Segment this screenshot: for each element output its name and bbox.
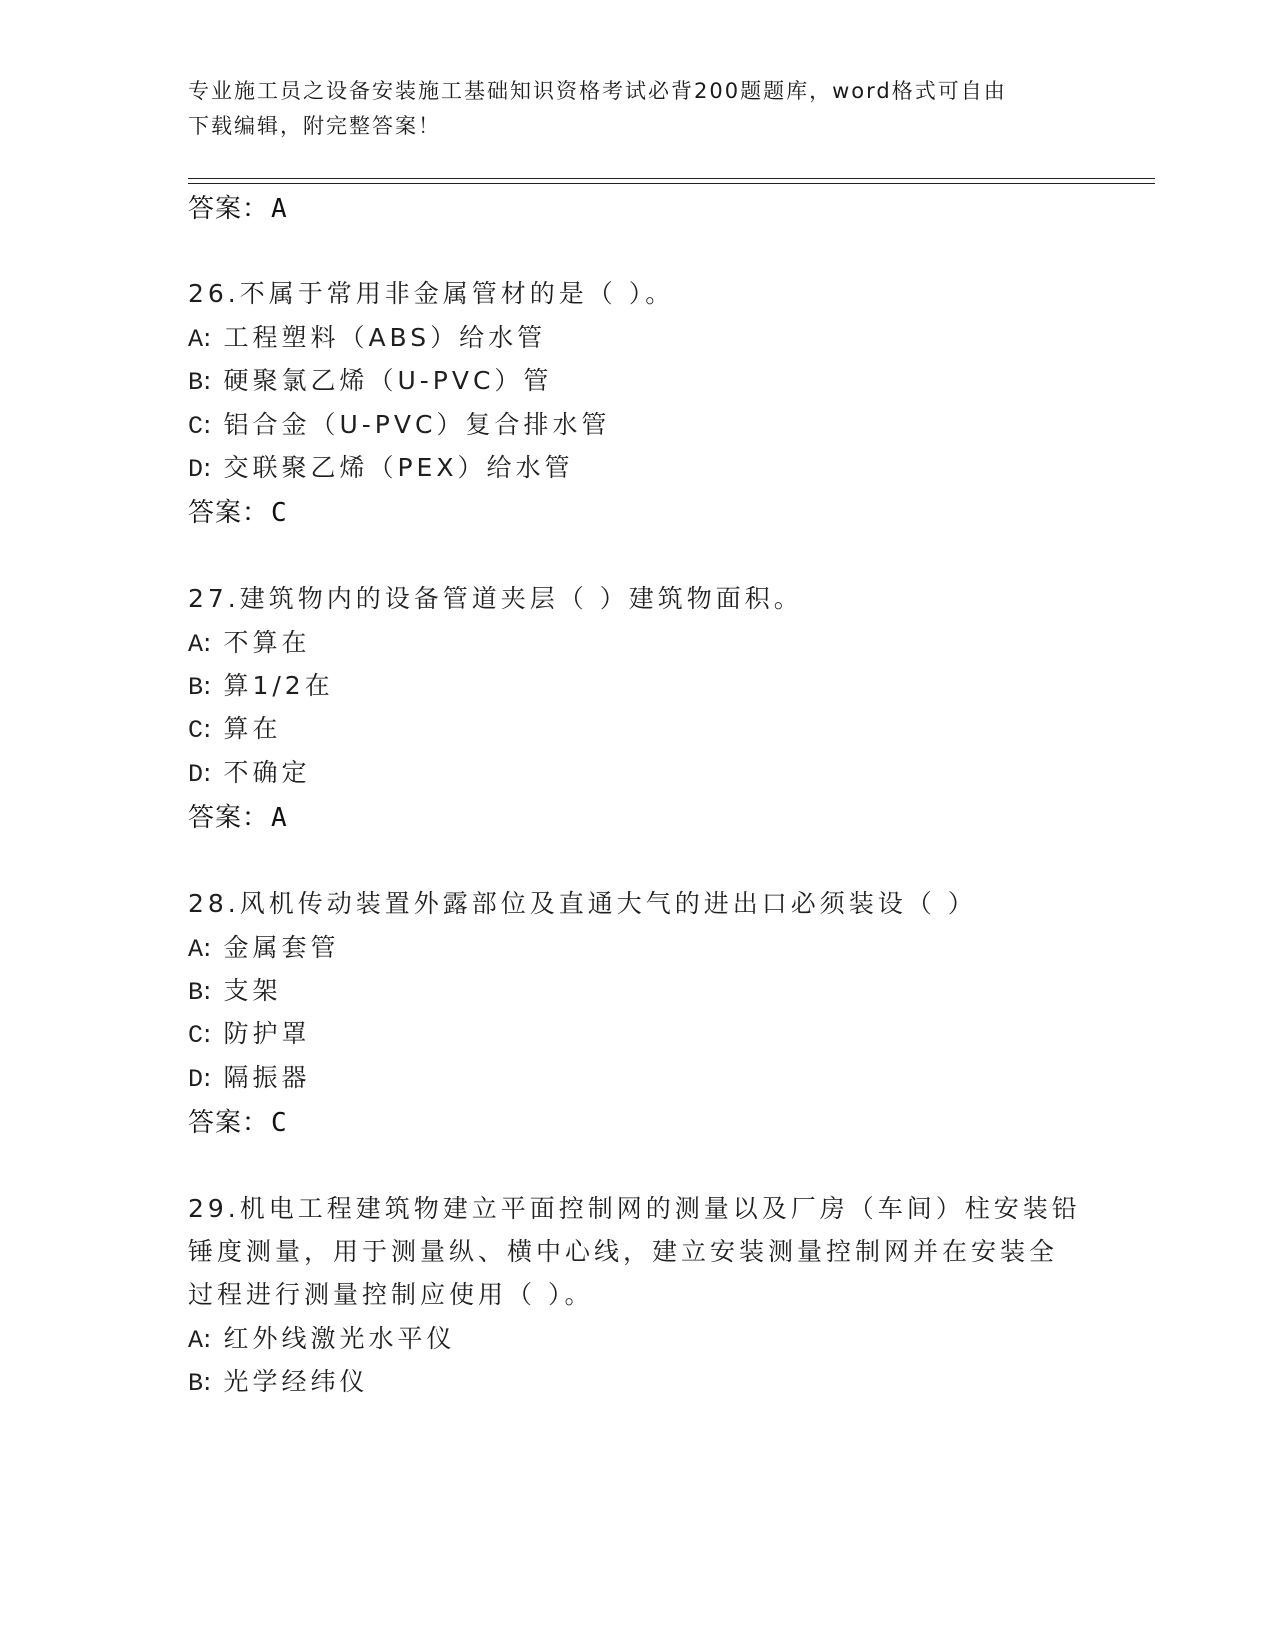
q27-option-c: C: 算在	[188, 714, 282, 745]
question-29-line-1	[188, 1189, 1081, 1225]
option-text: 算1/2在	[223, 671, 334, 700]
question-26	[188, 274, 674, 310]
question-number: 26.	[188, 279, 240, 308]
answer-value: C	[271, 498, 288, 528]
option-letter: C	[188, 412, 204, 441]
question-number: 29.	[188, 1194, 240, 1223]
q26-answer	[188, 492, 288, 529]
answer-value: A	[271, 194, 288, 224]
answer-label: 答案：	[188, 1108, 270, 1138]
answer-label: 答案：	[188, 498, 270, 528]
option-letter: B	[188, 1369, 204, 1398]
q28-answer	[188, 1102, 288, 1139]
option-text: 工程塑料（ABS）给水管	[223, 323, 547, 352]
question-text: 机电工程建筑物建立平面控制网的测量以及厂房（车间）柱安装铅	[239, 1194, 1081, 1223]
q26-option-a: A: 工程塑料（ABS）给水管	[188, 323, 547, 354]
question-29-line-2	[188, 1232, 1058, 1268]
option-letter: A	[188, 935, 204, 964]
q26-option-b: B: 硬聚氯乙烯（U-PVC）管	[188, 366, 553, 397]
option-letter: D	[188, 1065, 204, 1094]
option-letter: A	[188, 1326, 204, 1355]
option-letter: A	[188, 325, 204, 354]
option-text: 红外线激光水平仪	[223, 1324, 456, 1353]
option-text: 光学经纬仪	[223, 1367, 369, 1396]
option-letter: C	[188, 1021, 204, 1050]
option-letter: C	[188, 716, 204, 745]
option-letter: B	[188, 673, 204, 702]
q27-answer	[188, 797, 288, 834]
option-letter: B	[188, 978, 204, 1007]
option-letter: D	[188, 760, 204, 789]
q28-option-c: C: 防护罩	[188, 1019, 311, 1050]
answer-label: 答案：	[188, 803, 270, 833]
document-header	[188, 74, 1068, 144]
option-text: 硬聚氯乙烯（U-PVC）管	[223, 366, 553, 395]
header-divider-bottom	[188, 183, 1155, 184]
option-letter: B	[188, 368, 204, 397]
answer-prev	[188, 188, 288, 225]
answer-label: 答案：	[188, 194, 270, 224]
question-28	[188, 884, 977, 920]
q26-option-d: D: 交联聚乙烯（PEX）给水管	[188, 453, 574, 484]
q28-option-b: B: 支架	[188, 976, 282, 1007]
option-text: 算在	[223, 714, 282, 743]
answer-value: C	[271, 1108, 288, 1138]
option-text: 隔振器	[223, 1063, 311, 1092]
q28-option-d: D: 隔振器	[188, 1063, 311, 1094]
header-line-2: 下载编辑，附完整答案！	[188, 114, 441, 138]
question-text: 锤度测量，用于测量纵、横中心线，建立安装测量控制网并在安装全	[188, 1237, 1059, 1266]
q29-option-a: A: 红外线激光水平仪	[188, 1324, 456, 1355]
option-text: 不算在	[223, 628, 311, 657]
question-text: 不属于常用非金属管材的是（ ）。	[239, 279, 675, 308]
q27-option-d: D: 不确定	[188, 758, 311, 789]
q29-option-b: B: 光学经纬仪	[188, 1367, 369, 1398]
q27-option-b: B: 算1/2在	[188, 671, 334, 702]
option-text: 支架	[223, 976, 282, 1005]
option-text: 不确定	[223, 758, 311, 787]
question-29-line-3	[188, 1275, 593, 1311]
header-divider-top	[188, 178, 1155, 179]
option-letter: D	[188, 455, 204, 484]
question-text: 过程进行测量控制应使用（ ）。	[188, 1280, 594, 1309]
q26-option-c: C: 铝合金（U-PVC）复合排水管	[188, 410, 611, 441]
q27-option-a: A: 不算在	[188, 628, 311, 659]
question-number: 27.	[188, 584, 240, 613]
option-text: 铝合金（U-PVC）复合排水管	[223, 410, 611, 439]
option-text: 交联聚乙烯（PEX）给水管	[223, 453, 574, 482]
question-text: 风机传动装置外露部位及直通大气的进出口必须装设（ ）	[239, 889, 977, 918]
option-letter: A	[188, 630, 204, 659]
option-text: 防护罩	[223, 1019, 311, 1048]
question-27	[188, 579, 803, 615]
answer-value: A	[271, 803, 288, 833]
header-line-1: 专业施工员之设备安装施工基础知识资格考试必背200题题库，word格式可自由	[188, 79, 1007, 103]
option-text: 金属套管	[223, 933, 340, 962]
question-number: 28.	[188, 889, 240, 918]
q28-option-a: A: 金属套管	[188, 933, 340, 964]
question-text: 建筑物内的设备管道夹层（ ）建筑物面积。	[239, 584, 803, 613]
